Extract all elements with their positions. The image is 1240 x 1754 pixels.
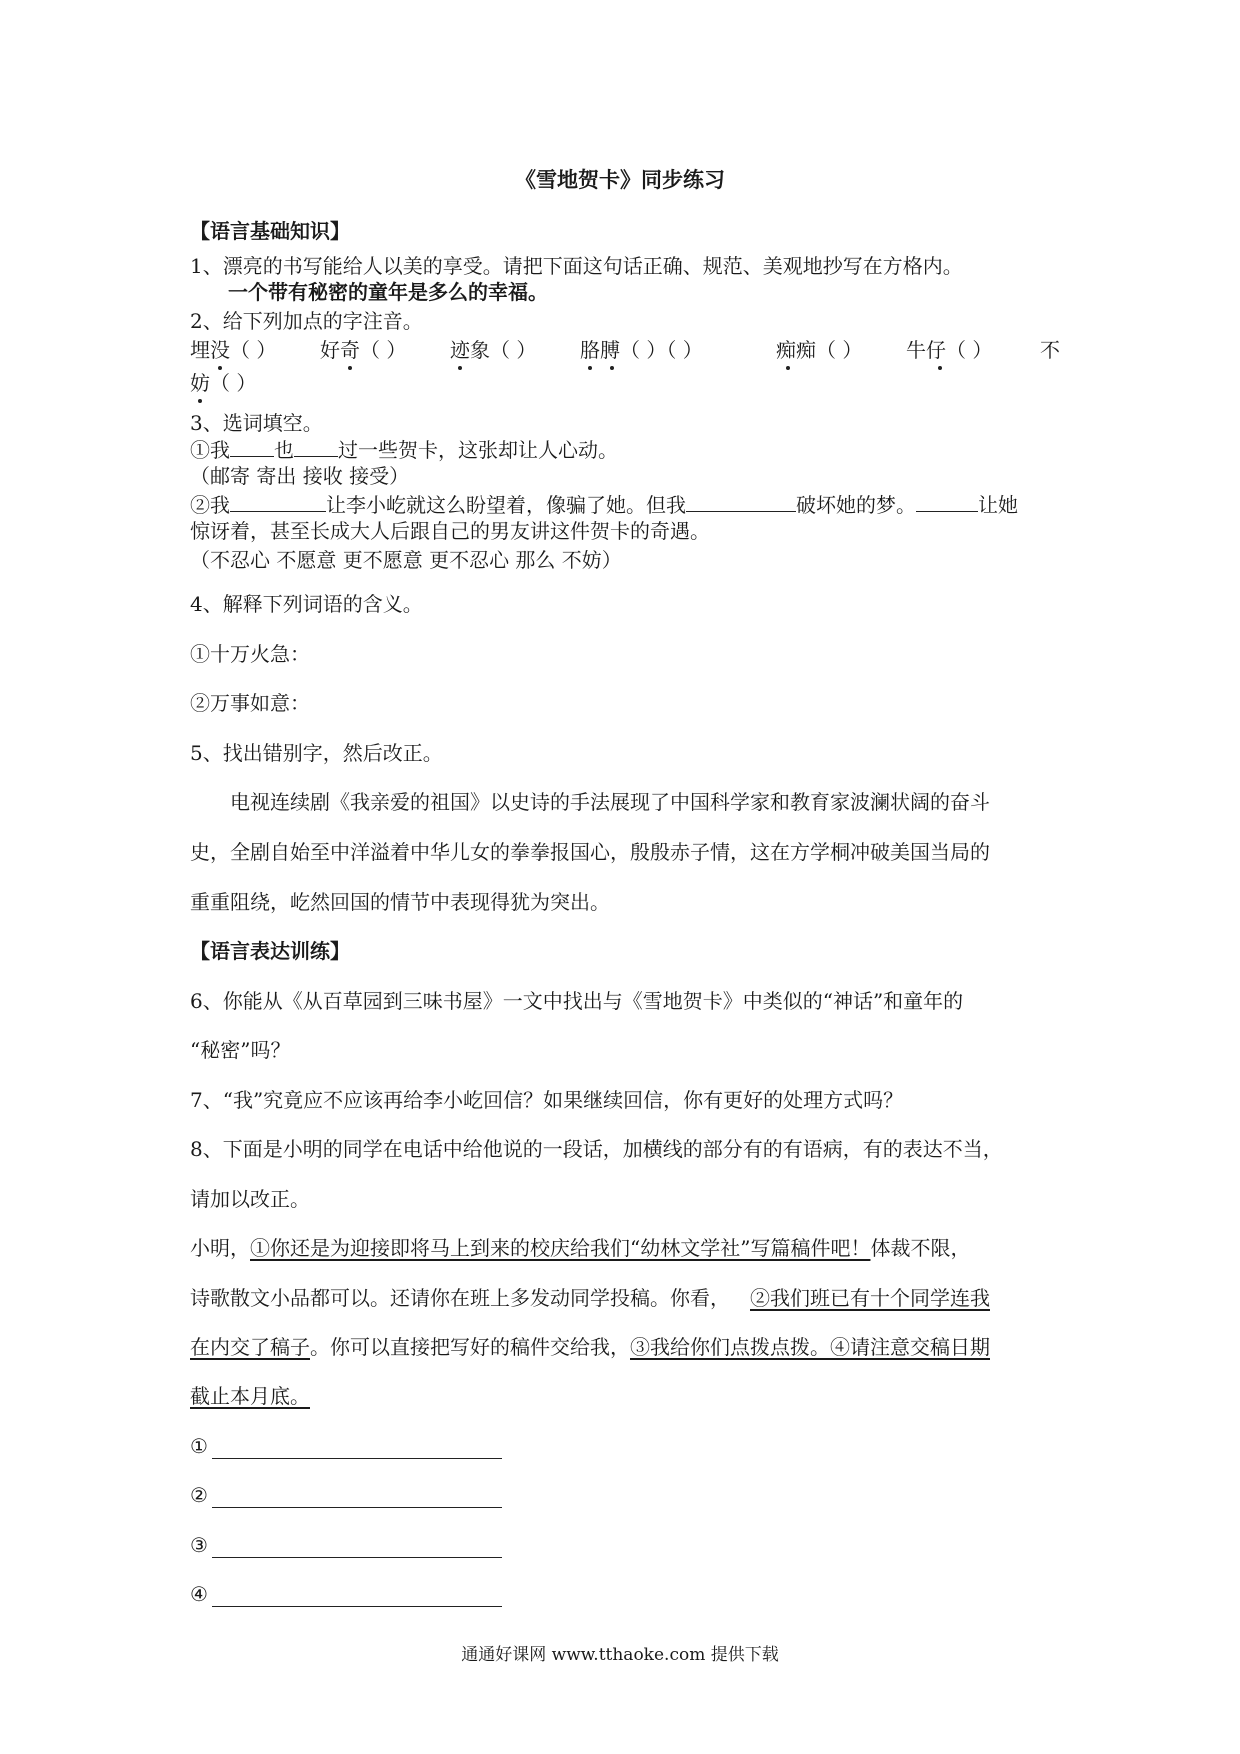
page-title: 《雪地贺卡》同步练习	[515, 167, 725, 192]
q2-item: 不	[1040, 338, 1060, 362]
underlined-phrase: 截止本月底。	[190, 1384, 310, 1408]
emphasis-dot	[786, 366, 790, 370]
q2-item: 牛仔（ ）	[906, 338, 993, 362]
answer-blank[interactable]	[212, 1487, 502, 1508]
underlined-phrase: ①你还是为迎接即将马上到来的校庆给我们“幼林文学社”写篇稿件吧！	[250, 1236, 871, 1260]
emphasis-dot	[938, 366, 942, 370]
answer-line-1: ①	[190, 1433, 502, 1459]
answer-line-2: ②	[190, 1482, 502, 1508]
underlined-phrase: 在内交了稿子	[190, 1335, 310, 1359]
question-5-passage-line: 电视连续剧《我亲爱的祖国》以史诗的手法展现了中国科学家和教育家波澜状阔的奋斗	[230, 790, 990, 814]
answer-blank[interactable]	[212, 1537, 502, 1558]
q2-item: 痴痴（ ）	[776, 338, 863, 362]
question-8-passage-line: 小明，①你还是为迎接即将马上到来的校庆给我们“幼林文学社”写篇稿件吧！体裁不限，	[190, 1236, 971, 1260]
blank[interactable]	[230, 493, 326, 512]
question-8-continued: 请加以改正。	[190, 1187, 310, 1211]
blank[interactable]	[230, 438, 274, 457]
blank[interactable]	[686, 493, 796, 512]
section-heading-basics: 【语言基础知识】	[190, 219, 350, 243]
question-1: 1、漂亮的书写能给人以美的享受。请把下面这句话正确、规范、美观地抄写在方格内。	[190, 254, 963, 278]
question-7: 7、“我”究竟应不应该再给李小屹回信？如果继续回信，你有更好的处理方式吗？	[190, 1088, 904, 1112]
q2-item: 胳膊（ ）（ ）	[580, 338, 703, 362]
blank[interactable]	[916, 493, 978, 512]
question-3-part-2: ②我 让李小屹就这么盼望着，像骗了她。但我 破坏她的梦。 让她	[190, 493, 1018, 517]
emphasis-dot	[610, 366, 614, 370]
question-1-sentence: 一个带有秘密的童年是多么的幸福。	[228, 280, 548, 304]
question-5-passage-line: 重重阻绕，屹然回国的情节中表现得犹为突出。	[190, 890, 610, 914]
underlined-phrase: ②我们班已有十个同学连我	[750, 1286, 990, 1310]
q2-item: 迹象（ ）	[450, 338, 537, 362]
emphasis-dot	[588, 366, 592, 370]
question-2-continued: 妨（ ）	[190, 371, 257, 395]
question-2: 2、给下列加点的字注音。	[190, 309, 423, 333]
question-3-part-2-continued: 惊讶着，甚至长成大人后跟自己的男友讲这件贺卡的奇遇。	[190, 519, 710, 543]
question-6-continued: “秘密”吗？	[190, 1038, 291, 1062]
question-3-part-1: ①我 也 过一些贺卡，这张却让人心动。	[190, 438, 618, 462]
question-4: 4、解释下列词语的含义。	[190, 592, 423, 616]
question-3: 3、选词填空。	[190, 411, 323, 435]
footer-credit: 通通好课网 www.tthaoke.com 提供下载	[461, 1645, 779, 1665]
question-8-passage-line: 诗歌散文小品都可以。还请你在班上多发动同学投稿。你看， ②我们班已有十个同学连我	[190, 1286, 990, 1310]
question-4-item-1: ①十万火急：	[190, 642, 310, 666]
question-8: 8、下面是小明的同学在电话中给他说的一段话，加横线的部分有的有语病，有的表达不当，	[190, 1137, 1003, 1161]
q2-item: 好奇（ ）	[320, 338, 407, 362]
section-heading-expression: 【语言表达训练】	[190, 939, 350, 963]
emphasis-dot	[348, 366, 352, 370]
answer-line-4: ④	[190, 1581, 502, 1607]
q2-item: 埋没（ ）	[190, 338, 277, 362]
question-3-part-2-options: （不忍心 不愿意 更不愿意 更不忍心 那么 不妨）	[190, 548, 622, 572]
emphasis-dot	[458, 366, 462, 370]
emphasis-dots	[0, 366, 1240, 376]
underlined-phrase: ④请注意交稿日期	[830, 1335, 990, 1359]
question-6: 6、你能从《从百草园到三味书屋》一文中找出与《雪地贺卡》中类似的“神话”和童年的	[190, 989, 964, 1013]
answer-line-3: ③	[190, 1532, 502, 1558]
question-5-passage-line: 史，全剧自始至中洋溢着中华儿女的拳拳报国心，殷殷赤子情，这在方学桐冲破美国当局的	[190, 840, 990, 864]
question-5: 5、找出错别字，然后改正。	[190, 741, 443, 765]
question-3-part-1-options: （邮寄 寄出 接收 接受）	[190, 464, 410, 488]
blank[interactable]	[294, 438, 338, 457]
emphasis-dot	[198, 399, 202, 403]
answer-blank[interactable]	[212, 1438, 502, 1459]
question-8-passage-line	[190, 1383, 310, 1409]
question-4-item-2: ②万事如意：	[190, 691, 310, 715]
question-8-passage-line: 在内交了稿子。你可以直接把写好的稿件交给我，③我给你们点拨点拨。④请注意交稿日期	[190, 1335, 990, 1359]
answer-blank[interactable]	[212, 1586, 502, 1607]
underlined-phrase: ③我给你们点拨点拨。	[630, 1335, 830, 1359]
